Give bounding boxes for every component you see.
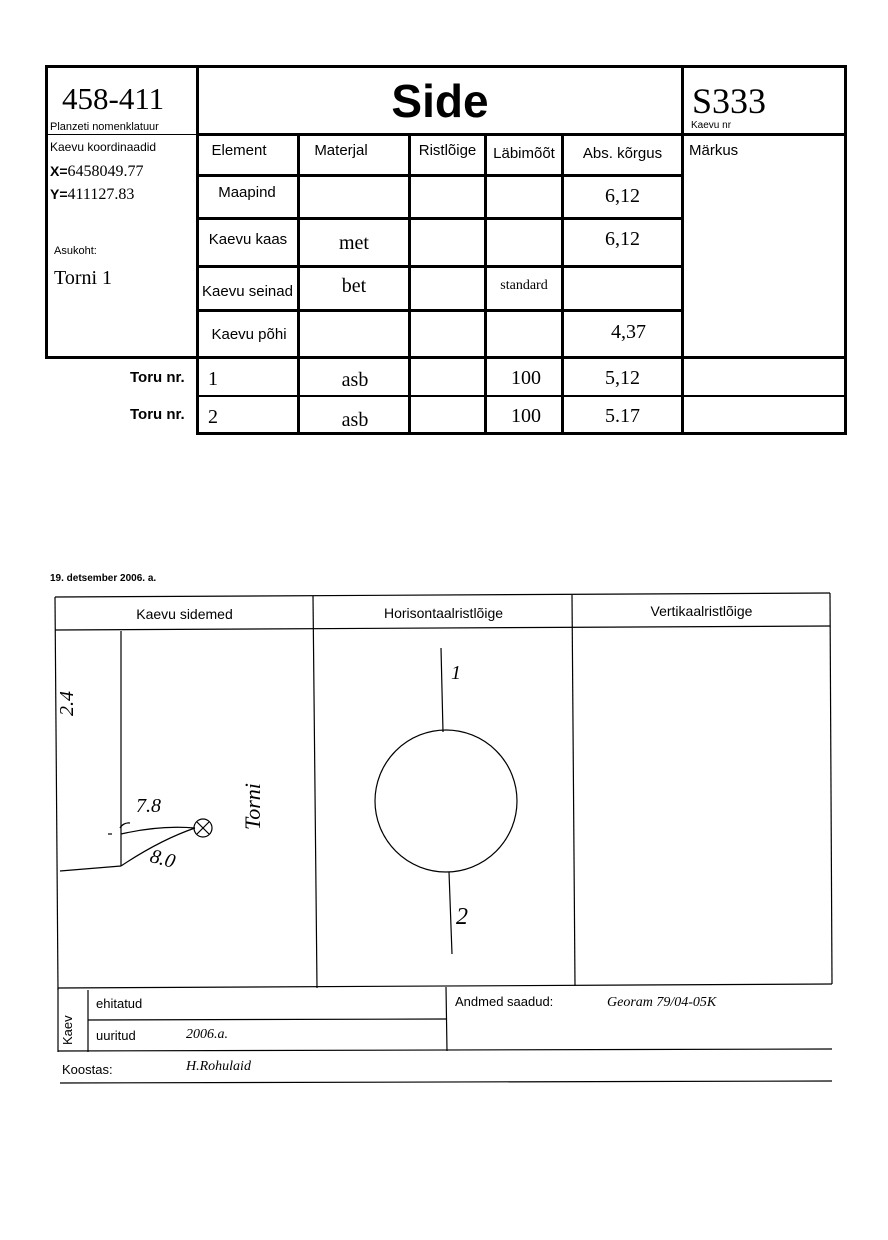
row-element-kaevu-seinad: Kaevu seinad xyxy=(202,282,293,300)
pipe-line-1 xyxy=(441,648,443,732)
distance-line-78 xyxy=(121,827,195,834)
footer-row-line xyxy=(88,1019,446,1020)
footer-col-divider xyxy=(446,987,447,1051)
location-value: Torni 1 xyxy=(54,267,113,289)
y-value: 411127.83 xyxy=(67,186,135,203)
footer-built-label: ehitatud xyxy=(96,996,143,1011)
coords-label: Kaevu koordinaadid xyxy=(50,140,157,154)
col-header-element: Element xyxy=(211,141,267,159)
pipe-material-1: asb xyxy=(341,368,369,391)
location-label: Asukoht: xyxy=(54,245,97,257)
col-header-diameter: Läbimõõt xyxy=(493,144,555,162)
note-distance-80: 8.0 xyxy=(147,845,178,873)
footer-surveyed-label: uuritud xyxy=(96,1028,136,1043)
pipe-diameter-1: 100 xyxy=(511,366,541,389)
row-height-kaevu-kaas: 6,12 xyxy=(605,227,640,250)
row-material-kaevu-seinad: bet xyxy=(341,274,367,297)
note-pipe-1: 1 xyxy=(451,662,461,684)
compiler-line xyxy=(60,1081,832,1083)
footer-surveyed-value: 2006.a. xyxy=(186,1027,228,1042)
sketch-col-line-1 xyxy=(313,596,317,988)
col-header-material: Materjal xyxy=(314,141,368,159)
pipe-height-2: 5.17 xyxy=(605,404,640,427)
sketch-frame-right xyxy=(830,593,832,984)
building-corner-line xyxy=(60,866,121,871)
footer-source-value: Georam 79/04-05K xyxy=(607,995,717,1010)
pipe-material-2: asb xyxy=(341,408,369,431)
pipe-label-2: Toru nr. xyxy=(130,406,185,423)
col-header-abs-height: Abs. kõrgus xyxy=(582,144,663,162)
row-material-kaevu-kaas: met xyxy=(339,231,369,254)
row-diameter-kaevu-seinad: standard xyxy=(500,278,548,293)
pipe-no-2: 2 xyxy=(208,406,218,428)
row-height-maapind: 6,12 xyxy=(605,184,640,207)
nomenclature-label: Planzeti nomenklatuur xyxy=(50,121,159,133)
note-pipe-2: 2 xyxy=(456,904,468,930)
pipe-no-1: 1 xyxy=(208,368,218,390)
x-value: 6458049.77 xyxy=(67,163,144,180)
sketch-frame-bottom xyxy=(58,984,832,988)
col-header-remarks: Märkus xyxy=(689,142,739,159)
utility-type-title: Side xyxy=(391,75,489,127)
y-label: Y= xyxy=(50,186,68,202)
pipe-height-1: 5,12 xyxy=(605,366,640,389)
note-distance-78: 7.8 xyxy=(136,795,161,817)
footer-source-label: Andmed saadud: xyxy=(455,994,554,1009)
pipe-label-1: Toru nr. xyxy=(130,369,185,386)
sketch-header-ties: Kaevu sidemed xyxy=(136,606,233,622)
pipe-diameter-2: 100 xyxy=(511,404,541,427)
row-element-kaevu-pohi: Kaevu põhi xyxy=(211,325,287,343)
well-number-label: Kaevu nr xyxy=(691,120,732,131)
note-street-torni: Torni xyxy=(240,783,265,830)
sketch-header-horizontal: Horisontaalristlõige xyxy=(383,605,504,621)
sketch-header-vertical: Vertikaalristlõige xyxy=(650,603,753,619)
sketch-col-line-2 xyxy=(572,595,575,986)
nomenclature-value: 458-411 xyxy=(62,81,165,116)
note-distance-24: 2.4 xyxy=(56,691,78,716)
footer-bottom-line xyxy=(58,1049,832,1051)
footer-compiler-label: Koostas: xyxy=(62,1062,113,1077)
pipe-line-2 xyxy=(449,872,452,954)
row-element-kaevu-kaas: Kaevu kaas xyxy=(208,230,288,248)
well-cross-section-circle xyxy=(375,730,517,872)
row-element-maapind: Maapind xyxy=(218,183,276,201)
x-label: X= xyxy=(50,163,68,179)
col-header-cross-section: Ristlõige xyxy=(418,141,477,159)
footer-kaev-label: Kaev xyxy=(60,1015,75,1045)
sketch-frame-left xyxy=(55,597,58,990)
document-date: 19. detsember 2006. a. xyxy=(50,573,157,584)
footer-compiler-value: H.Rohulaid xyxy=(186,1059,251,1074)
well-number-value: S333 xyxy=(692,81,767,121)
row-height-kaevu-pohi: 4,37 xyxy=(611,320,646,343)
